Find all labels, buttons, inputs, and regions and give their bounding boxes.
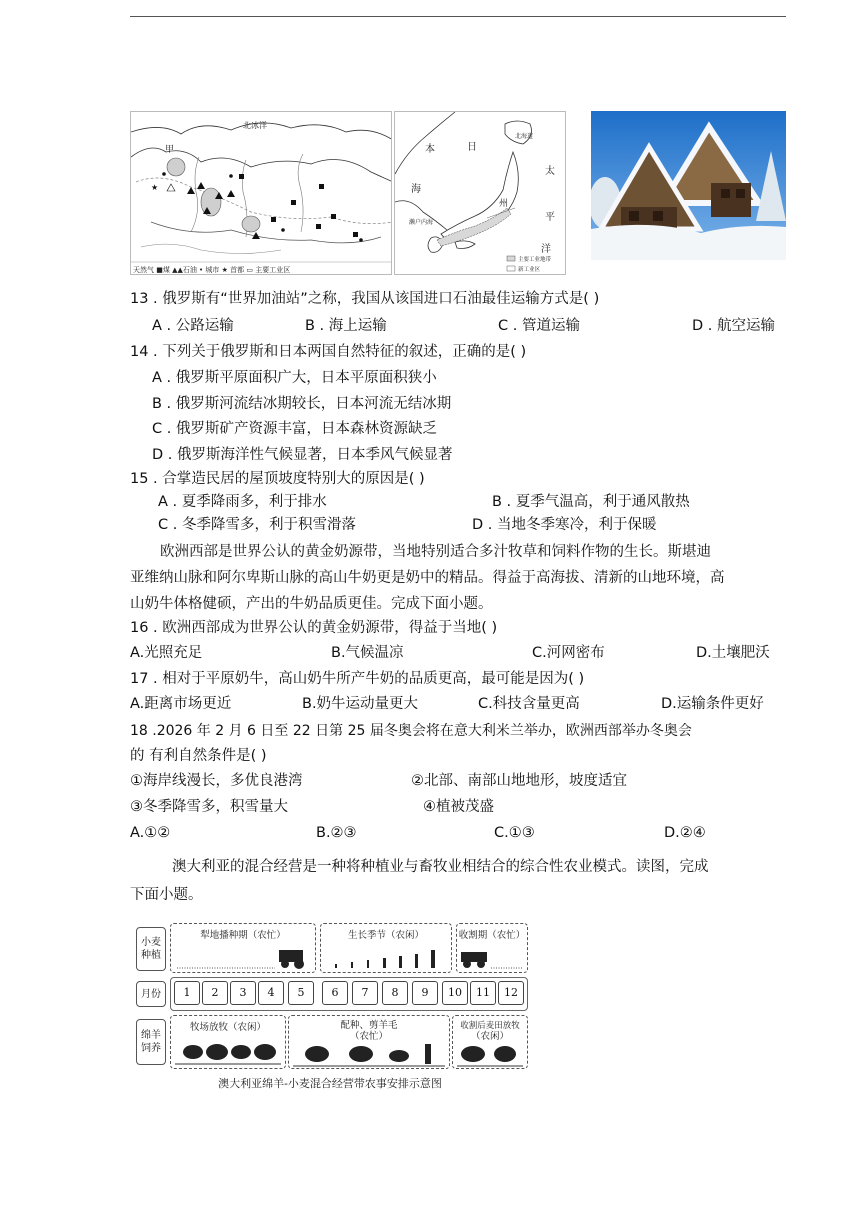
q18-statement-1: ①海岸线漫长，多优良港湾 bbox=[130, 773, 303, 789]
month-cell-2: 2 bbox=[202, 981, 228, 1005]
q18-stem-line-1: 18 .2026 年 2 月 6 日至 22 日第 25 届冬奥会将在意大利米兰举办，欧洲西部举办冬奥会 bbox=[130, 723, 692, 739]
region-jia-label: 甲 bbox=[165, 145, 175, 155]
q14-stem: 14 . 下列关于俄罗斯和日本两国自然特征的叙述，正确的是( ) bbox=[130, 344, 527, 360]
svg-text:★: ★ bbox=[151, 183, 159, 192]
wheat-phase-harvest-label: 收割期（农忙） bbox=[458, 930, 526, 941]
sheep-phase-shearing-label: 配种、剪羊毛 bbox=[340, 1020, 398, 1031]
month-cell-1: 1 bbox=[174, 981, 200, 1005]
row-head-wheat-label: 小麦 种植 bbox=[141, 937, 161, 961]
wheat-phase-sowing-label: 犁地播种期（农忙） bbox=[200, 930, 286, 941]
row-head-wheat bbox=[136, 927, 166, 971]
q14-option-b[interactable]: B . 俄罗斯河流结冰期较长，日本河流无结冰期 bbox=[152, 396, 452, 412]
q15-option-b[interactable]: B . 夏季气温高，利于通风散热 bbox=[492, 494, 690, 510]
month-cell-5: 5 bbox=[288, 981, 314, 1005]
q15-option-a[interactable]: A . 夏季降雨多，利于排水 bbox=[158, 494, 327, 510]
q13-option-a[interactable]: A . 公路运输 bbox=[152, 318, 234, 334]
row-head-sheep-label: 绵羊 饲养 bbox=[141, 1030, 161, 1054]
month-cell-10: 10 bbox=[442, 981, 468, 1005]
europe-passage-line-2: 亚维纳山脉和阿尔卑斯山脉的高山牛奶更是奶中的精品。得益于高海拔、清新的山地环境，高 bbox=[130, 570, 725, 586]
japan-label-tai: 太 bbox=[545, 166, 555, 177]
sheep-phase-grazing bbox=[170, 1015, 286, 1069]
q16-option-c[interactable]: C.河网密布 bbox=[532, 645, 605, 661]
q18-statement-4: ④植被茂盛 bbox=[423, 799, 494, 815]
russia-resource-map bbox=[130, 111, 392, 275]
japan-label-zhou: 州 bbox=[499, 199, 509, 209]
europe-passage-line-3: 山奶牛体格健硕，产出的牛奶品质更佳。完成下面小题。 bbox=[130, 596, 493, 612]
q18-statement-3: ③冬季降雪多，积雪量大 bbox=[130, 799, 288, 815]
q18-option-a[interactable]: A.①② bbox=[130, 825, 171, 841]
row-head-sheep bbox=[136, 1019, 166, 1065]
q17-stem: 17 . 相对于平原奶牛，高山奶牛所产牛奶的品质更高，最可能是因为( ) bbox=[130, 671, 585, 687]
q17-option-c[interactable]: C.科技含量更高 bbox=[478, 696, 580, 712]
row-head-month-label: 月份 bbox=[141, 988, 161, 1000]
australia-passage-line-2: 下面小题。 bbox=[130, 887, 203, 903]
japan-label-ben: 本 bbox=[425, 144, 435, 155]
sheep-phase-stubble bbox=[452, 1015, 528, 1069]
q17-option-d[interactable]: D.运输条件更好 bbox=[661, 696, 764, 712]
sheep-phase-stubble-note: （农闲） bbox=[470, 1031, 509, 1042]
q15-stem: 15 . 合掌造民居的屋顶坡度特别大的原因是( ) bbox=[130, 471, 425, 487]
q16-option-d[interactable]: D.土壤肥沃 bbox=[696, 645, 770, 661]
q14-option-c[interactable]: C . 俄罗斯矿产资源丰富，日本森林资源缺乏 bbox=[152, 421, 437, 437]
q16-option-b[interactable]: B.气候温凉 bbox=[331, 645, 404, 661]
europe-passage-line-1: 欧洲西部是世界公认的黄金奶源带，当地特别适合多汁牧草和饲料作物的生长。斯堪迪 bbox=[160, 544, 711, 560]
q13-stem: 13 . 俄罗斯有“世界加油站”之称，我国从该国进口石油最佳运输方式是( ) bbox=[130, 291, 600, 307]
japan-legend-new: 新工业区 bbox=[518, 267, 541, 273]
sheep-phase-grazing-label: 牧场放牧（农闲） bbox=[189, 1022, 266, 1033]
arctic-ocean-label: 北冰洋 bbox=[243, 121, 267, 130]
q16-stem: 16 . 欧洲西部成为世界公认的黄金奶源带，得益于当地( ) bbox=[130, 620, 498, 636]
farm-schedule-diagram bbox=[130, 919, 530, 1091]
month-cell-3: 3 bbox=[230, 981, 256, 1005]
wheat-phase-sowing bbox=[170, 923, 316, 973]
japan-label-yang: 洋 bbox=[541, 244, 551, 255]
q17-option-a[interactable]: A.距离市场更近 bbox=[130, 696, 232, 712]
q18-option-b[interactable]: B.②③ bbox=[316, 825, 357, 841]
gassho-house-photo bbox=[591, 111, 786, 260]
header-rule bbox=[130, 16, 786, 17]
japan-label-seto: 濑户内海 bbox=[409, 219, 434, 226]
australia-passage-line-1: 澳大利亚的混合经营是一种将种植业与畜牧业相结合的综合性农业模式。读图，完成 bbox=[172, 859, 709, 875]
q16-option-a[interactable]: A.光照充足 bbox=[130, 645, 203, 661]
q13-option-c[interactable]: C . 管道运输 bbox=[498, 318, 580, 334]
q14-option-d[interactable]: D . 俄罗斯海洋性气候显著，日本季风气候显著 bbox=[152, 447, 453, 463]
q15-option-c[interactable]: C . 冬季降雪多，利于积雪滑落 bbox=[158, 517, 356, 533]
month-cell-8: 8 bbox=[382, 981, 408, 1005]
wheat-phase-harvest bbox=[456, 923, 528, 973]
japan-label-ping: 平 bbox=[545, 212, 555, 223]
q17-option-b[interactable]: B.奶牛运动量更大 bbox=[302, 696, 419, 712]
japan-label-hai: 海 bbox=[411, 184, 421, 195]
japan-industry-map bbox=[394, 111, 566, 275]
sheep-phase-shearing-note: （农忙） bbox=[349, 1031, 388, 1042]
q14-option-a[interactable]: A . 俄罗斯平原面积广大，日本平原面积狭小 bbox=[152, 370, 437, 386]
month-cell-11: 11 bbox=[470, 981, 496, 1005]
month-cell-9: 9 bbox=[412, 981, 438, 1005]
q18-option-d[interactable]: D.②④ bbox=[664, 825, 706, 841]
wheat-phase-growing bbox=[320, 923, 452, 973]
japan-legend-main: 主要工业地带 bbox=[518, 257, 552, 263]
farm-diagram-caption: 澳大利亚绵羊-小麦混合经营带农事安排示意图 bbox=[218, 1077, 442, 1090]
sheep-phase-shearing bbox=[288, 1015, 450, 1069]
month-cell-4: 4 bbox=[258, 981, 284, 1005]
sheep-phase-stubble-label: 收割后麦田放牧 bbox=[460, 1021, 520, 1031]
month-cell-6: 6 bbox=[322, 981, 348, 1005]
q13-option-b[interactable]: B . 海上运输 bbox=[305, 318, 387, 334]
q15-option-d[interactable]: D . 当地冬季寒冷，利于保暖 bbox=[472, 517, 657, 533]
month-cell-7: 7 bbox=[352, 981, 378, 1005]
wheat-phase-growing-label: 生长季节（农闲） bbox=[347, 930, 424, 941]
q18-stem-line-2: 的 有利自然条件是( ) bbox=[130, 748, 267, 764]
q18-statement-2: ②北部、南部山地地形，坡度适宜 bbox=[411, 773, 627, 789]
japan-label-hokkaido: 北海道 bbox=[515, 133, 534, 140]
russia-map-legend: 天然气 ■煤 ▲▲石油 • 城市 ★ 首都 ▭ 主要工业区 bbox=[133, 266, 291, 274]
month-cell-12: 12 bbox=[498, 981, 524, 1005]
japan-label-ri: 日 bbox=[467, 142, 477, 153]
q13-option-d[interactable]: D . 航空运输 bbox=[692, 318, 775, 334]
q18-option-c[interactable]: C.①③ bbox=[494, 825, 535, 841]
row-head-month bbox=[136, 981, 166, 1007]
